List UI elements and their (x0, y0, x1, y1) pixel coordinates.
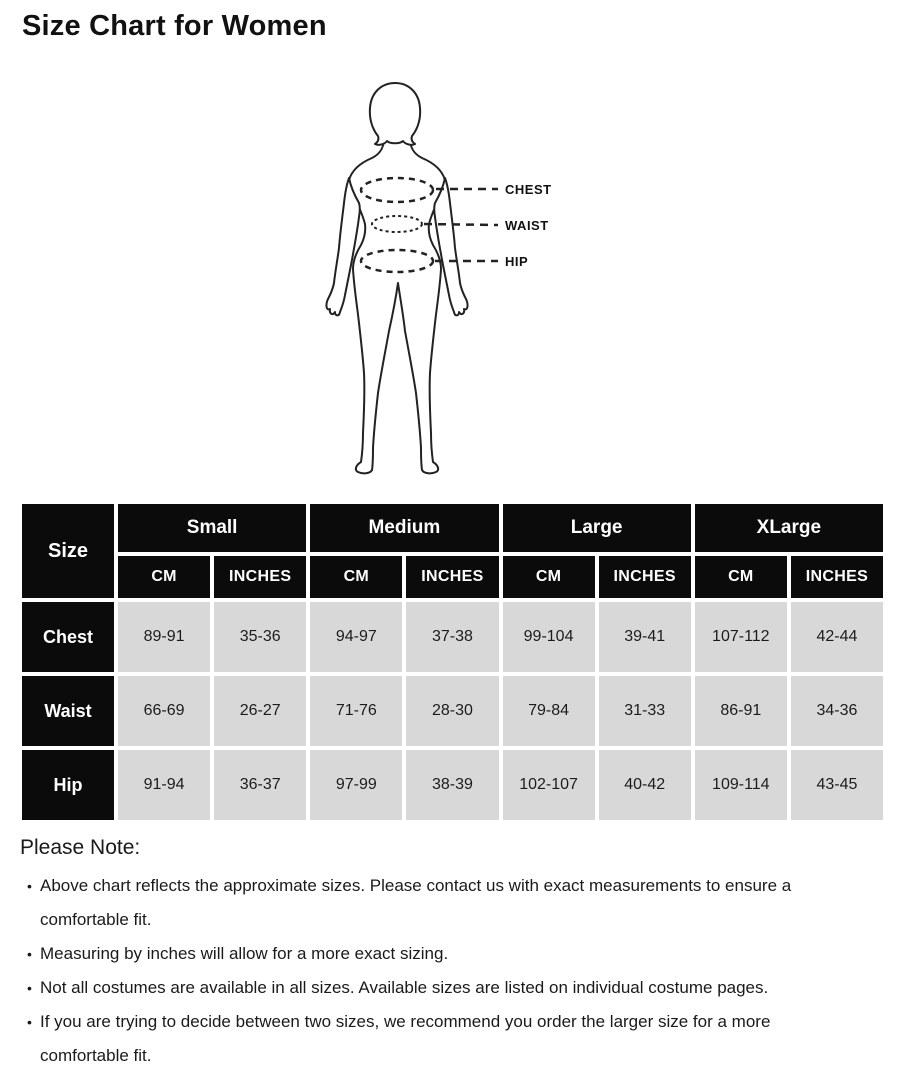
chest-large-cm: 99-104 (503, 602, 595, 672)
unit-header-cm: CM (118, 556, 210, 598)
waist-label: WAIST (505, 218, 549, 233)
waist-xlarge-inches: 34-36 (791, 676, 883, 746)
size-group-header-medium: Medium (310, 504, 498, 552)
notes-heading: Please Note: (20, 836, 141, 859)
note-item (40, 869, 852, 937)
notes-list (20, 869, 852, 1073)
unit-header-cm: CM (310, 556, 402, 598)
hip-large-cm: 102-107 (503, 750, 595, 820)
row-label-waist: Waist (22, 676, 114, 746)
hip-large-inches: 40-42 (599, 750, 691, 820)
chest-medium-cm: 94-97 (310, 602, 402, 672)
waist-small-inches: 26-27 (214, 676, 306, 746)
hip-medium-cm: 97-99 (310, 750, 402, 820)
row-label-hip: Hip (22, 750, 114, 820)
size-group-header-xlarge: XLarge (695, 504, 883, 552)
unit-header-inches: INCHES (406, 556, 498, 598)
chest-small-inches: 35-36 (214, 602, 306, 672)
note-item (40, 971, 852, 1005)
hip-medium-inches: 38-39 (406, 750, 498, 820)
note-item (40, 1005, 852, 1073)
chest-large-inches: 39-41 (599, 602, 691, 672)
note-item-text: Not all costumes are available in all sizes. Available sizes are listed on individual costume pages. (40, 978, 769, 997)
unit-header-inches: INCHES (599, 556, 691, 598)
unit-header-cm: CM (503, 556, 595, 598)
note-item-text: If you are trying to decide between two sizes, we recommend you order the larger size for a more comfortable fit. (40, 1012, 771, 1065)
chest-label: CHEST (505, 182, 552, 197)
hip-small-cm: 91-94 (118, 750, 210, 820)
chest-xlarge-inches: 42-44 (791, 602, 883, 672)
hip-xlarge-cm: 109-114 (695, 750, 787, 820)
chest-medium-inches: 37-38 (406, 602, 498, 672)
hip-xlarge-inches: 43-45 (791, 750, 883, 820)
waist-small-cm: 66-69 (118, 676, 210, 746)
notes-section (20, 836, 852, 1073)
figure-head (370, 83, 420, 145)
note-item-text: Measuring by inches will allow for a more exact sizing. (40, 944, 449, 963)
waist-large-inches: 31-33 (599, 676, 691, 746)
unit-header-cm: CM (695, 556, 787, 598)
unit-header-inches: INCHES (214, 556, 306, 598)
waist-large-cm: 79-84 (503, 676, 595, 746)
waist-xlarge-cm: 86-91 (695, 676, 787, 746)
hip-small-inches: 36-37 (214, 750, 306, 820)
note-item (40, 937, 852, 971)
size-group-header-large: Large (503, 504, 691, 552)
size-table (22, 504, 883, 820)
body-measurement-figure (300, 72, 600, 487)
chest-xlarge-cm: 107-112 (695, 602, 787, 672)
hip-label: HIP (505, 254, 529, 269)
note-item-text: Above chart reflects the approximate sizes. Please contact us with exact measurements to ensure a comfortable fit. (40, 876, 792, 929)
body-figure-svg (300, 72, 600, 487)
waist-medium-cm: 71-76 (310, 676, 402, 746)
waist-medium-inches: 28-30 (406, 676, 498, 746)
size-corner-header: Size (22, 504, 114, 598)
size-group-header-small: Small (118, 504, 306, 552)
unit-header-inches: INCHES (791, 556, 883, 598)
chest-small-cm: 89-91 (118, 602, 210, 672)
row-label-chest: Chest (22, 602, 114, 672)
page-title: Size Chart for Women (22, 10, 327, 42)
